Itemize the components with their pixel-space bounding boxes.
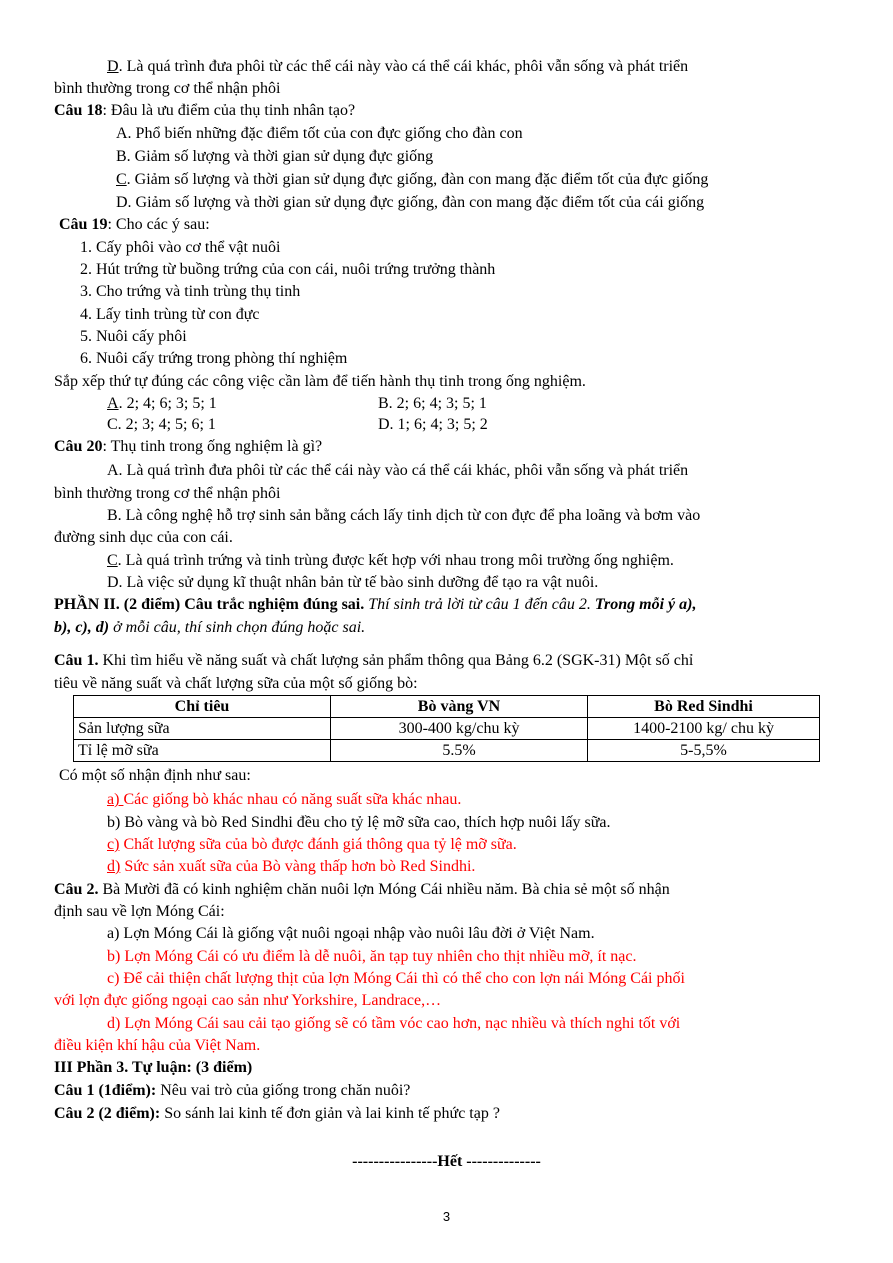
p2-q2-statement-a: a) Lợn Móng Cái là giống vật nuôi ngoại nhập vào nuôi lâu đời ở Việt Nam. xyxy=(107,925,595,942)
p2-q1-question-cont: tiêu về năng suất và chất lượng sữa của một số giống bò: xyxy=(54,675,418,692)
p2-q1-statement-a: a) Các giống bò khác nhau có năng suất sữa khác nhau. xyxy=(107,791,462,808)
p2-q2-statement-d: d) Lợn Móng Cái sau cải tạo giống sẽ có tầm vóc cao hơn, nạc nhiều và thích nghi tốt với xyxy=(107,1015,681,1032)
q19-item: 2. Hút trứng từ buồng trứng của con cái, nuôi trứng trưởng thành xyxy=(80,261,496,278)
table-header: Bò vàng VN xyxy=(331,696,588,718)
p2-q1-statement-d: d) Sức sản xuất sữa của Bò vàng thấp hơn bò Red Sindhi. xyxy=(107,858,476,875)
milk-yield-table xyxy=(73,695,820,762)
p3-q2: Câu 2 (2 điểm): So sánh lai kinh tế đơn giản và lai kinh tế phức tạp ? xyxy=(54,1105,500,1122)
page-number: 3 xyxy=(442,1209,451,1224)
q20-option-a: A. Là quá trình đưa phôi từ các thể cái này vào cá thể cái khác, phôi vẫn sống và phát triển xyxy=(107,462,689,479)
q17-option-d-cont: bình thường trong cơ thể nhận phôi xyxy=(54,80,281,97)
q18-option-a: A. Phổ biến những đặc điểm tốt của con đực giống cho đàn con xyxy=(116,125,523,142)
table-cell: 5.5% xyxy=(331,740,588,762)
table-header: Bò Red Sindhi xyxy=(588,696,820,718)
p2-q1-question: Câu 1. Khi tìm hiểu về năng suất và chất lượng sản phẩm thông qua Bảng 6.2 (SGK-31) Một số chỉ xyxy=(54,652,694,669)
q20-option-b-cont: đường sinh dục của con cái. xyxy=(54,529,233,546)
p2-q2-statement-c: c) Để cải thiện chất lượng thịt của lợn Móng Cái thì có thể cho con lợn nái Móng Cái phối xyxy=(107,970,685,987)
q19-question: Câu 19: Cho các ý sau: xyxy=(59,216,210,233)
part2-heading: PHẦN II. (2 điểm) Câu trắc nghiệm đúng sai. Thí sinh trả lời từ câu 1 đến câu 2. Trong mỗi ý a), xyxy=(54,596,697,613)
table-cell: Sản lượng sữa xyxy=(74,718,331,740)
q19-option-c: C. 2; 3; 4; 5; 6; 1 xyxy=(107,416,216,433)
q20-option-d: D. Là việc sử dụng kĩ thuật nhân bản từ tế bào sinh dưỡng để tạo ra vật nuôi. xyxy=(107,574,599,591)
q18-option-d: D. Giảm số lượng và thời gian sử dụng đực giống, đàn con mang đặc điểm tốt của cái giống xyxy=(116,194,705,211)
q19-item: 1. Cấy phôi vào cơ thể vật nuôi xyxy=(80,239,281,256)
table-cell: Tỉ lệ mỡ sữa xyxy=(74,740,331,762)
q19-item: 6. Nuôi cấy trứng trong phòng thí nghiệm xyxy=(80,350,348,367)
p2-q2-statement-c-cont: với lợn đực giống ngoại cao sản như Yorkshire, Landrace,… xyxy=(54,992,442,1009)
q20-option-c: C. Là quá trình trứng và tinh trùng được kết hợp với nhau trong môi trường ống nghiệm. xyxy=(107,552,674,569)
q20-option-b: B. Là công nghệ hỗ trợ sinh sản bằng cách lấy tinh dịch từ con đực để pha loãng và bơm vào xyxy=(107,507,701,524)
part3-heading: III Phần 3. Tự luận: (3 điểm) xyxy=(54,1059,253,1076)
p2-q1-statement-b: b) Bò vàng và bò Red Sindhi đều cho tỷ lệ mỡ sữa cao, thích hợp nuôi lấy sữa. xyxy=(107,814,611,831)
q19-option-b: B. 2; 6; 4; 3; 5; 1 xyxy=(378,395,487,412)
q20-option-a-cont: bình thường trong cơ thể nhận phôi xyxy=(54,485,281,502)
q19-item: 3. Cho trứng và tinh trùng thụ tinh xyxy=(80,283,301,300)
q20-question: Câu 20: Thụ tinh trong ống nghiệm là gì? xyxy=(54,438,323,455)
table-row xyxy=(74,718,820,740)
table-header: Chỉ tiêu xyxy=(74,696,331,718)
q19-option-a: A. 2; 4; 6; 3; 5; 1 xyxy=(107,395,217,412)
p2-q2-statement-d-cont: điều kiện khí hậu của Việt Nam. xyxy=(54,1037,261,1054)
p2-q1-statement-c: c) Chất lượng sữa của bò được đánh giá thông qua tỷ lệ mỡ sữa. xyxy=(107,836,517,853)
p2-q2-question: Câu 2. Bà Mười đã có kinh nghiệm chăn nuôi lợn Móng Cái nhiều năm. Bà chia sẻ một số nhận xyxy=(54,881,670,898)
part2-heading-cont: b), c), d) ở mỗi câu, thí sinh chọn đúng hoặc sai. xyxy=(54,619,366,636)
table-cell: 1400-2100 kg/ chu kỳ xyxy=(588,718,820,740)
p2-q2-statement-b: b) Lợn Móng Cái có ưu điểm là dễ nuôi, ăn tạp tuy nhiên cho thịt nhiều mỡ, ít nạc. xyxy=(107,948,637,965)
q19-item: 4. Lấy tinh trùng từ con đực xyxy=(80,306,260,323)
table-row xyxy=(74,740,820,762)
table-cell: 300-400 kg/chu kỳ xyxy=(331,718,588,740)
end-marker: ----------------Hết -------------- xyxy=(352,1153,541,1170)
q18-option-c: C. Giảm số lượng và thời gian sử dụng đực giống, đàn con mang đặc điểm tốt của đực giống xyxy=(116,171,709,188)
p3-q1: Câu 1 (1điểm): Nêu vai trò của giống trong chăn nuôi? xyxy=(54,1082,411,1099)
q19-option-d: D. 1; 6; 4; 3; 5; 2 xyxy=(378,416,488,433)
p2-q1-lead: Có một số nhận định như sau: xyxy=(59,767,251,784)
q19-prompt: Sắp xếp thứ tự đúng các công việc cần làm để tiến hành thụ tinh trong ống nghiệm. xyxy=(54,373,586,390)
q17-option-d: D. Là quá trình đưa phôi từ các thể cái này vào cá thể cái khác, phôi vẫn sống và phát triển xyxy=(107,58,689,75)
q18-option-b: B. Giảm số lượng và thời gian sử dụng đực giống xyxy=(116,148,434,165)
table-cell: 5-5,5% xyxy=(588,740,820,762)
table-header-row xyxy=(74,696,820,718)
q18-question: Câu 18: Đâu là ưu điểm của thụ tinh nhân tạo? xyxy=(54,102,356,119)
q19-item: 5. Nuôi cấy phôi xyxy=(80,328,187,345)
p2-q2-question-cont: định sau về lợn Móng Cái: xyxy=(54,903,225,920)
